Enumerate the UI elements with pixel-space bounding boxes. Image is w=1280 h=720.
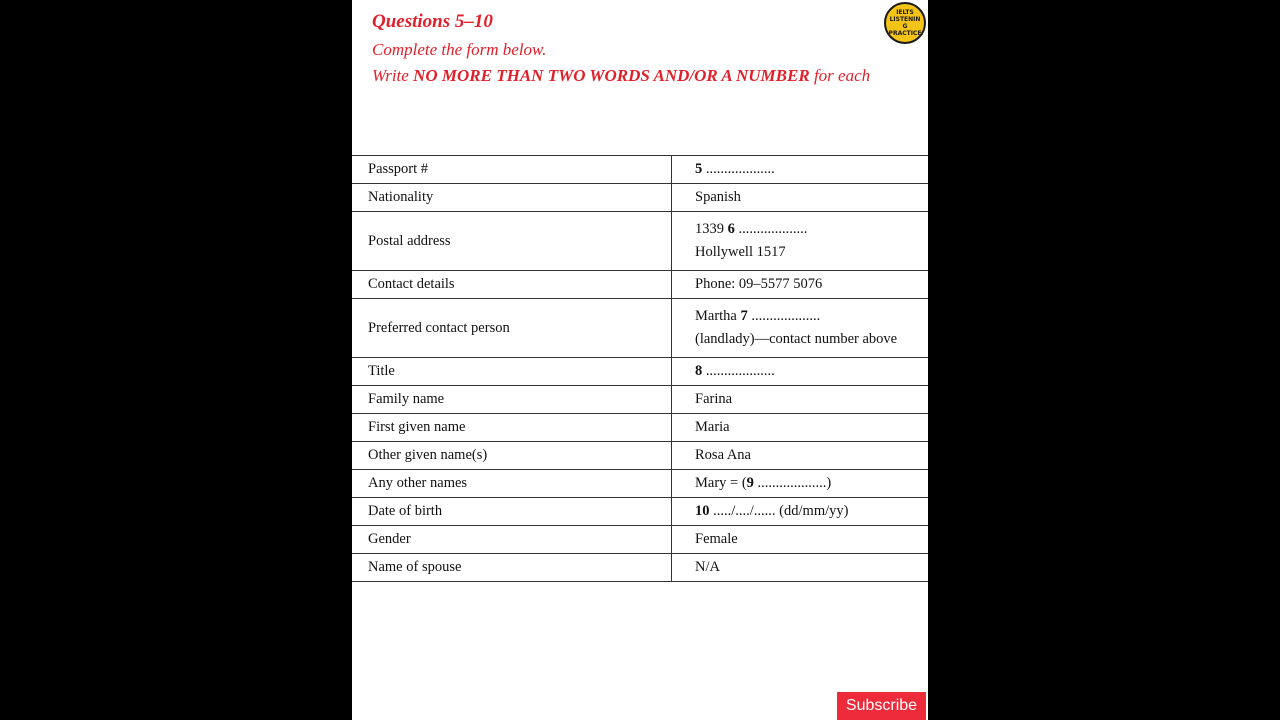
table-row: [352, 299, 928, 358]
row-value: Farina: [672, 386, 929, 414]
table-row: [352, 184, 928, 212]
row-value: [672, 358, 929, 386]
worksheet-page: [352, 0, 928, 720]
row-value: [672, 299, 929, 358]
table-row: [352, 414, 928, 442]
row-label: Contact details: [352, 271, 672, 299]
row-value: [672, 156, 929, 184]
question-number: 10: [695, 503, 710, 519]
row-label: Title: [352, 358, 672, 386]
row-label: Preferred contact person: [352, 299, 672, 358]
value-prefix: Martha: [695, 308, 741, 324]
question-number: 6: [727, 221, 735, 237]
row-value: N/A: [672, 554, 929, 582]
answer-blank: ...................: [747, 308, 821, 324]
question-number: 9: [746, 475, 754, 491]
value-line-2: (landlady)—contact number above: [695, 331, 898, 347]
questions-instruction: [372, 66, 870, 86]
answer-blank: ...../..../...... (dd/mm/yy): [709, 503, 849, 519]
form-table: [352, 155, 928, 582]
answer-blank: ...................: [702, 363, 775, 379]
row-label: Postal address: [352, 212, 672, 271]
questions-subtitle: Complete the form below.: [372, 40, 547, 59]
value-line-2: Hollywell 1517: [695, 244, 786, 260]
questions-heading: Questions 5–10: [372, 11, 493, 32]
row-label: Date of birth: [352, 498, 672, 526]
row-label: First given name: [352, 414, 672, 442]
row-value: Maria: [672, 414, 929, 442]
table-row: [352, 498, 928, 526]
row-label: Any other names: [352, 470, 672, 498]
question-number: 8: [695, 363, 703, 379]
table-row: [352, 271, 928, 299]
answer-blank: ...................: [702, 161, 775, 177]
value-prefix: Mary = (: [695, 475, 747, 491]
table-row: [352, 442, 928, 470]
row-label: Nationality: [352, 184, 672, 212]
instruction-bold: NO MORE THAN TWO WORDS AND/OR A NUMBER: [413, 66, 810, 85]
value-line-1: [695, 308, 928, 325]
instruction-prefix: Write: [372, 66, 409, 85]
row-label: Other given name(s): [352, 442, 672, 470]
row-value: Phone: 09–5577 5076: [672, 271, 929, 299]
row-label: Gender: [352, 526, 672, 554]
ielts-logo-icon: [884, 2, 926, 44]
row-label: Family name: [352, 386, 672, 414]
row-value: Rosa Ana: [672, 442, 929, 470]
logo-text: IELTS LISTENING PRACTICE: [888, 9, 922, 37]
row-label: Name of spouse: [352, 554, 672, 582]
question-number: 7: [740, 308, 748, 324]
instruction-suffix: for each: [813, 66, 871, 85]
row-value: Spanish: [672, 184, 929, 212]
table-row: [352, 386, 928, 414]
row-value: [672, 470, 929, 498]
table-row: [352, 470, 928, 498]
table-row: [352, 156, 928, 184]
table-row: [352, 212, 928, 271]
value-prefix: 1339: [695, 221, 728, 237]
subscribe-button[interactable]: Subscribe: [837, 692, 926, 720]
value-line-1: [695, 221, 928, 238]
table-row: [352, 358, 928, 386]
row-label: Passport #: [352, 156, 672, 184]
row-value: [672, 212, 929, 271]
row-value: [672, 498, 929, 526]
answer-blank: ...................): [753, 475, 832, 491]
table-row: [352, 526, 928, 554]
row-value: Female: [672, 526, 929, 554]
table-row: [352, 554, 928, 582]
answer-blank: ...................: [734, 221, 808, 237]
question-number: 5: [695, 161, 703, 177]
